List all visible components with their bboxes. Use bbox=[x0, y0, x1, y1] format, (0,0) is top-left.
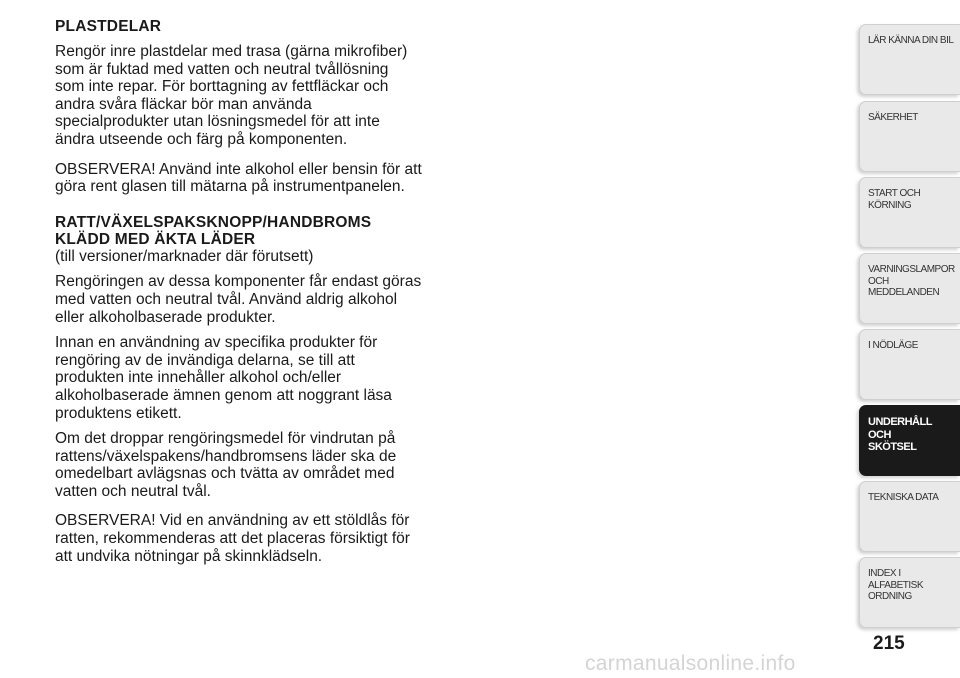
paragraph-product-check: Innan en användning av specifika produkter för rengöring av de invändiga delarna, se till att produkten inte innehåller alkohol och/eller alkoholbaserade ämnen genom att noggrant läsa produktens etikett. bbox=[55, 334, 392, 422]
note-alcohol-glass: OBSERVERA! Använd inte alkohol eller bensin för att göra rent glasen till mätarna på instrumentpanelen. bbox=[55, 160, 422, 196]
section-subheading: (till versioner/marknader där förutsett) bbox=[55, 247, 314, 265]
tab-tekniska-data[interactable]: TEKNISKA DATA bbox=[859, 481, 960, 552]
note-steering-lock: OBSERVERA! Vid en användning av ett stöldlås för ratten, rekommenderas att det placeras försiktigt för att undvika nötningar på skinnklädseln. bbox=[55, 512, 410, 565]
tab-i-nodlage[interactable]: I NÖDLÄGE bbox=[859, 329, 960, 400]
tab-start-och-korning[interactable]: START OCH KÖRNING bbox=[859, 177, 960, 248]
tab-index[interactable]: INDEX I ALFABETISK ORDNING bbox=[859, 557, 960, 628]
section-heading-leather: RATT/VÄXELSPAKSKNOPP/HANDBROMS KLÄDD MED ÄKTA LÄDER bbox=[55, 213, 372, 248]
tab-lar-kanna-din-bil[interactable]: LÄR KÄNNA DIN BIL bbox=[859, 24, 960, 95]
page-number: 215 bbox=[873, 633, 905, 654]
section-heading-plastdelar: PLASTDELAR bbox=[55, 18, 162, 35]
tab-varningslampor[interactable]: VARNINGSLAMPOR OCH MEDDELANDEN bbox=[859, 253, 960, 324]
paragraph-leather-cleaning: Rengöringen av dessa komponenter får endast göras med vatten och neutral tvål. Använd aldrig alkohol eller alkoholbaserade produkter. bbox=[55, 273, 422, 326]
paragraph-plastic-cleaning: Rengör inre plastdelar med trasa (gärna mikrofiber) som är fuktad med vatten och neutral tvållösning som inte repar. För borttagning av fettfläckar och andra svåra fläckar bör man använda specialprodukter utan lösningsmedel för att inte ändra utseende och färg på komponenten. bbox=[55, 43, 408, 148]
paragraph-windshield-cleaner: Om det droppar rengöringsmedel för vindrutan på rattens/växelspakens/handbromsens läder ska de omedelbart avlägsnas och tvätta av området med vatten och neutral tvål. bbox=[55, 430, 397, 500]
tab-sakerhet[interactable]: SÄKERHET bbox=[859, 101, 960, 172]
chapter-tabs bbox=[859, 0, 960, 678]
tab-underhall-och-skotsel[interactable]: UNDERHÅLL OCH SKÖTSEL bbox=[859, 405, 960, 476]
main-content bbox=[55, 18, 450, 565]
watermark: carmanualsonline.info bbox=[585, 652, 796, 675]
